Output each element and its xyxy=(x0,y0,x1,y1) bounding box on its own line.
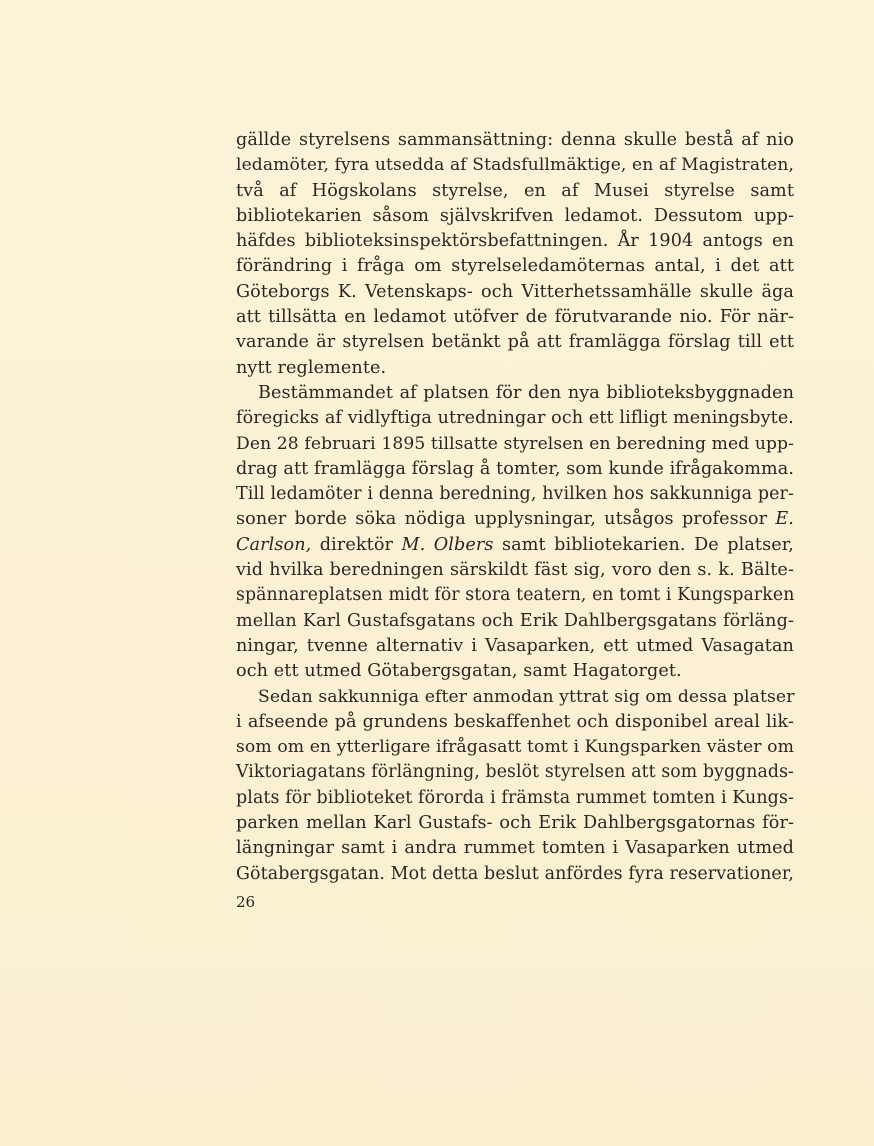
text-line: plats för biblioteket förorda i främsta rummet tomten i Kungs- xyxy=(236,787,794,808)
text-line xyxy=(236,507,794,532)
text-line: parken mellan Karl Gustafs- och Erik Dahlbergsgatornas för- xyxy=(236,813,794,834)
text-run: soner borde söka nödiga upplysningar, utsågos professor xyxy=(236,509,776,530)
text-line: Den 28 februari 1895 tillsatte styrelsen en beredning med upp- xyxy=(236,433,794,454)
text-run: direktör xyxy=(311,534,402,555)
text-line: ledamöter, fyra utsedda af Stadsfullmäktige, en af Magistraten, xyxy=(236,155,794,176)
text-run: samt bibliotekarien. De platser, xyxy=(493,534,794,555)
text-line: två af Högskolans styrelse, en af Musei styrelse samt xyxy=(236,180,794,201)
text-line: nytt reglemente. xyxy=(236,357,387,378)
body-text xyxy=(236,128,794,887)
text-line: häfdes biblioteksinspektörsbefattningen. År 1904 antogs en xyxy=(236,231,794,252)
paragraph xyxy=(236,128,794,381)
text-line: längningar samt i andra rummet tomten i Vasaparken utmed xyxy=(236,838,794,859)
italic-name: M. Olbers xyxy=(401,534,494,555)
text-line: Till ledamöter i denna beredning, hvilken hos sakkunniga per- xyxy=(236,484,794,505)
text-line: i afseende på grundens beskaffenhet och disponibel areal lik- xyxy=(236,711,794,732)
text-line: föregicks af vidlyftiga utredningar och ett lifligt meningsbyte. xyxy=(236,408,794,429)
text-line: förändring i fråga om styrelseledamöternas antal, i det att xyxy=(236,256,794,277)
paragraph xyxy=(236,685,794,887)
text-line: Viktoriagatans förlängning, beslöt styrelsen att som byggnads- xyxy=(236,762,794,783)
text-line: som om en ytterligare ifrågasatt tomt i Kungsparken väster om xyxy=(236,737,794,758)
text-line: Götabergsgatan. Mot detta beslut anfördes fyra reservationer, xyxy=(236,863,794,884)
text-line: drag att framlägga förslag å tomter, som kunde ifrågakomma. xyxy=(236,458,795,479)
text-line: bibliotekarien såsom självskrifven ledamot. Dessutom upp- xyxy=(236,205,794,226)
text-line xyxy=(236,533,794,558)
text-line: varande är styrelsen betänkt på att framlägga förslag till ett xyxy=(236,332,794,353)
text-line: och ett utmed Götabergsgatan, samt Hagatorget. xyxy=(236,661,682,682)
text-line: vid hvilka beredningen särskildt fäst sig, voro den s. k. Bälte- xyxy=(236,560,794,581)
page-number: 26 xyxy=(236,893,256,911)
italic-name: Carlson, xyxy=(236,534,312,555)
text-line: mellan Karl Gustafsgatans och Erik Dahlbergsgatans förläng- xyxy=(236,610,794,631)
text-line: ningar, tvenne alternativ i Vasaparken, ett utmed Vasagatan xyxy=(236,635,794,656)
text-line: att tillsätta en ledamot utöfver de förutvarande nio. För när- xyxy=(236,307,794,328)
text-line: Göteborgs K. Vetenskaps- och Vitterhetssamhälle skulle äga xyxy=(236,281,794,302)
text-line: gällde styrelsens sammansättning: denna skulle bestå af nio xyxy=(236,130,794,150)
text-line: spännareplatsen midt för stora teatern, en tomt i Kungsparken xyxy=(236,585,795,606)
text-line: Sedan sakkunniga efter anmodan yttrat sig om dessa platser xyxy=(258,686,795,707)
italic-name: E. xyxy=(775,509,794,530)
text-line: Bestämmandet af platsen för den nya biblioteksbyggnaden xyxy=(258,382,794,403)
paragraph xyxy=(236,381,794,685)
